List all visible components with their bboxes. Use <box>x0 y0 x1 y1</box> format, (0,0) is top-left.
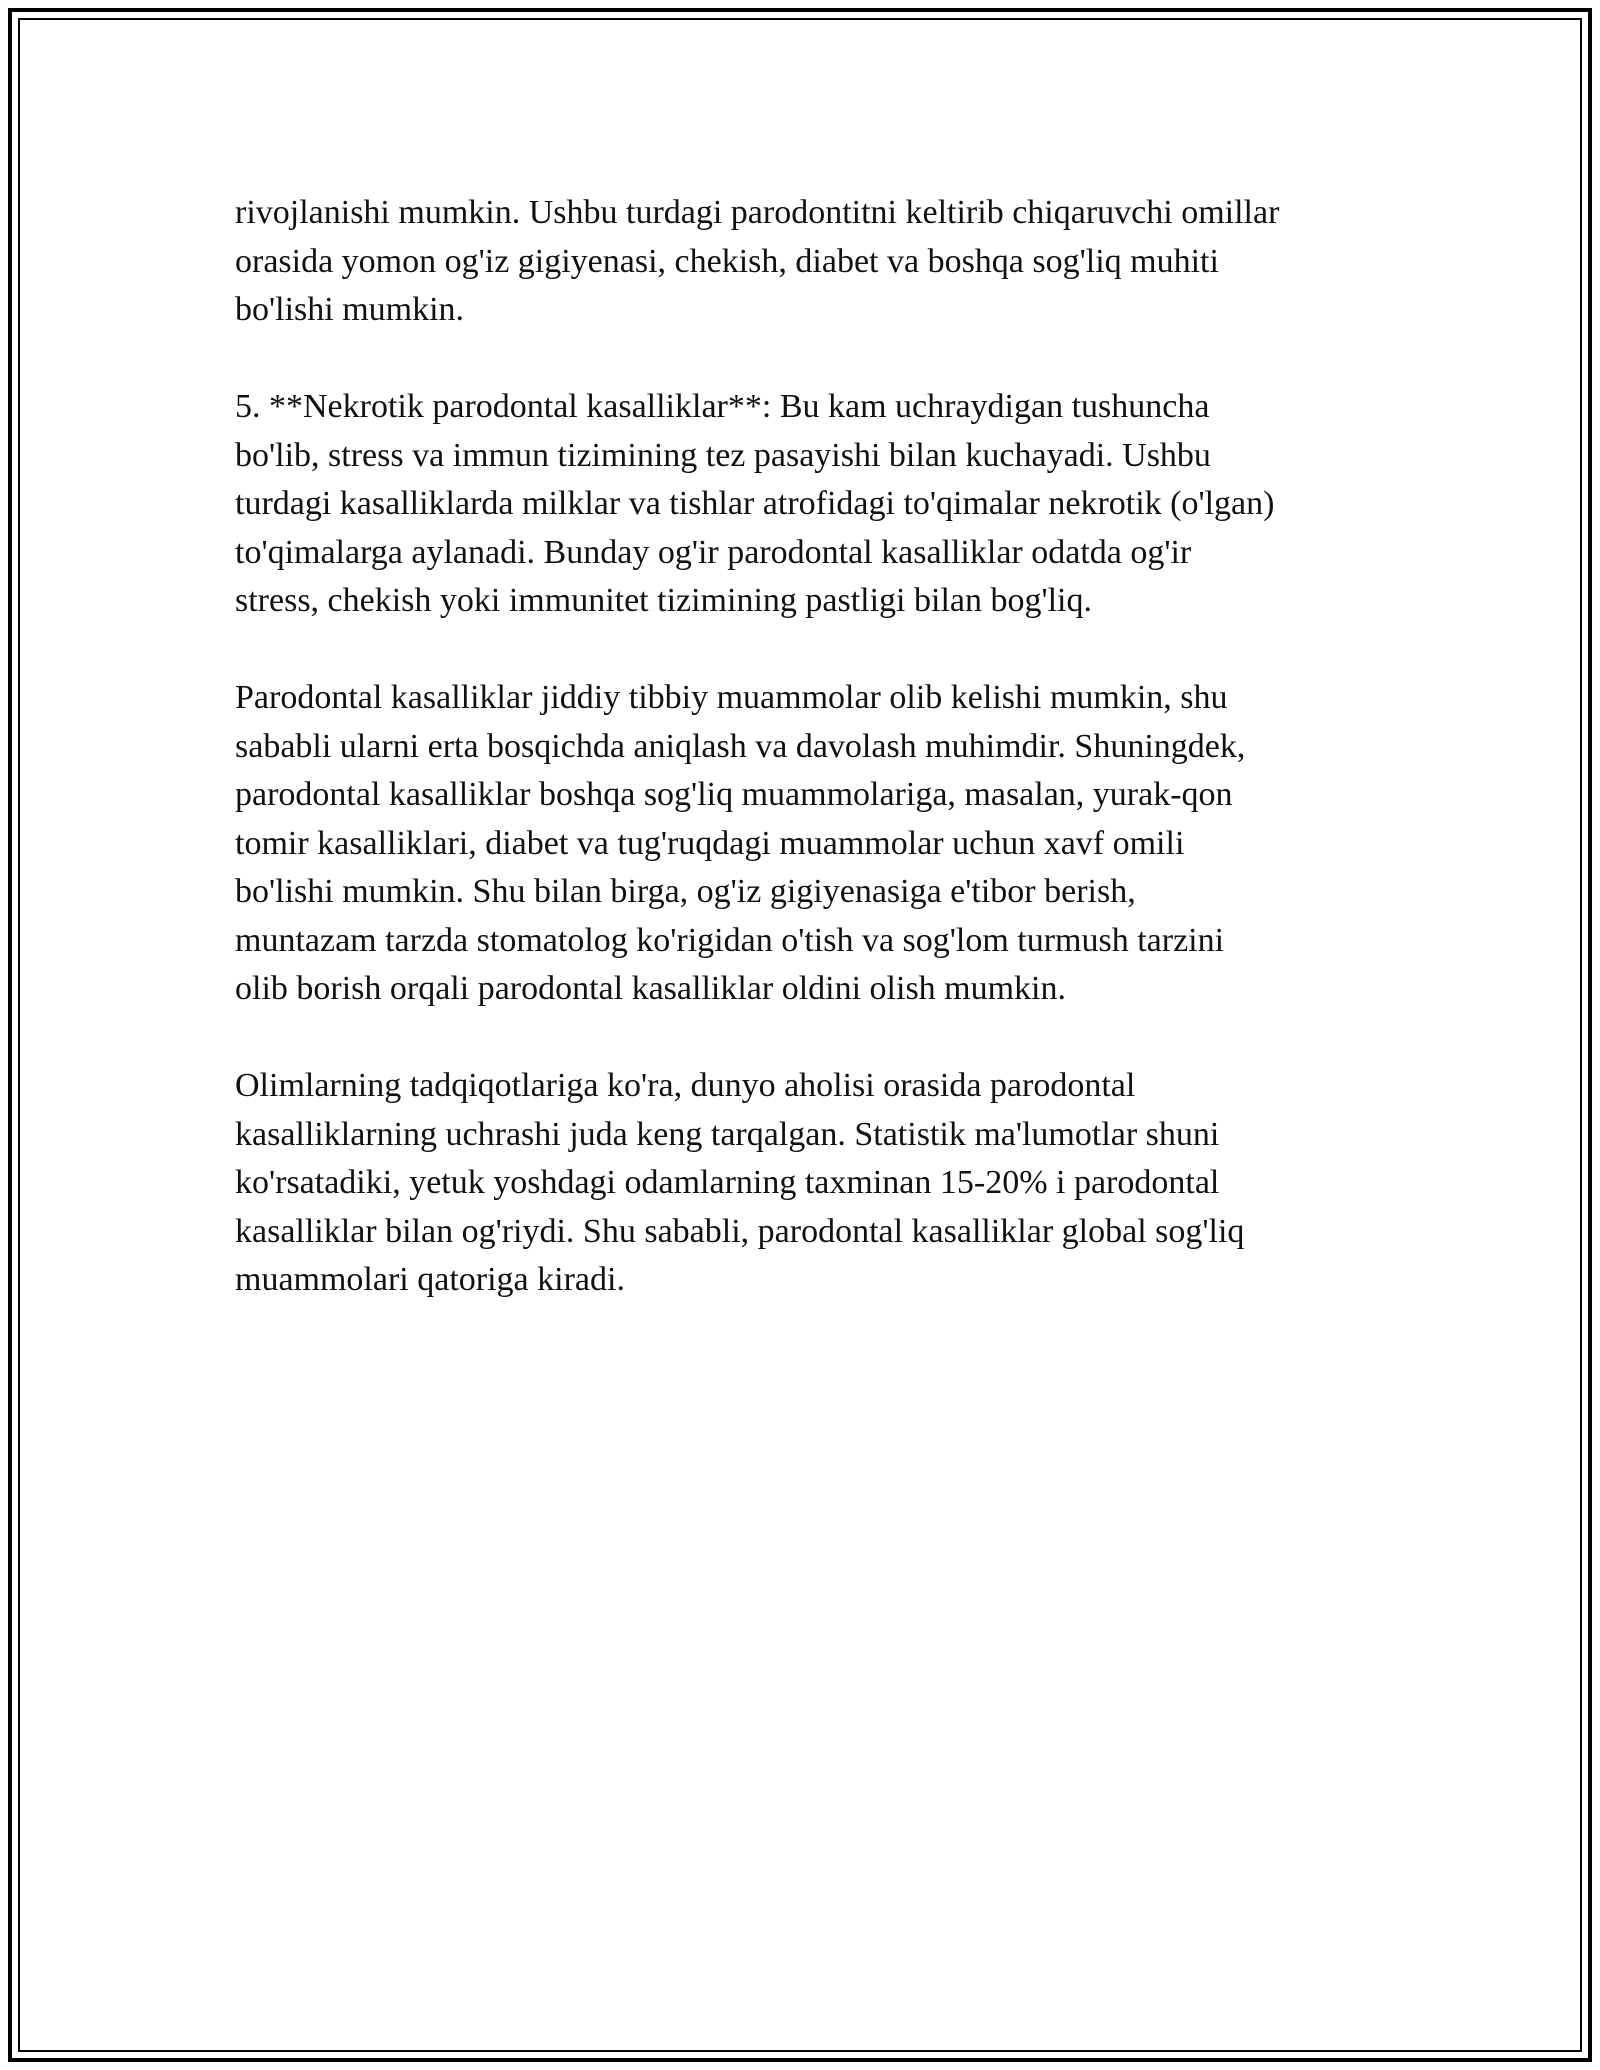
paragraph-risk-factors: rivojlanishi mumkin. Ushbu turdagi parodontitni keltirib chiqaruvchi omillar orasida yomon og'iz gigiyenasi, chekish, diabet va boshqa sog'liq muhiti bo'lishi mumkin. <box>235 194 1280 328</box>
paragraph-prevalence: Olimlarning tadqiqotlariga ko'ra, dunyo aholisi orasida parodontal kasalliklarning uchrashi juda keng tarqalgan. Statistik ma'lumotlar shuni ko'rsatadiki, yetuk yoshdagi odamlarning taxminan 15-20% i parodontal kasalliklar bilan og'riydi. Shu sababli, parodontal kasalliklar global sog'liq muammolari qatoriga kiradi. <box>235 1067 1245 1298</box>
paragraph-necrotic-diseases: 5. **Nekrotik parodontal kasalliklar**: Bu kam uchraydigan tushuncha bo'lib, stress va immun tizimining tez pasayishi bilan kuchayadi. Ushbu turdagi kasalliklarda milklar va tishlar atrofidagi to'qimalar nekrotik (o'lgan) to'qimalarga aylanadi. Bunday og'ir parodontal kasalliklar odatda og'ir stress, chekish yoki immunitet tizimining pastligi bilan bog'liq. <box>235 388 1275 619</box>
document-body <box>235 189 1375 1353</box>
paragraph-health-consequences: Parodontal kasalliklar jiddiy tibbiy muammolar olib kelishi mumkin, shu sababli ularni erta bosqichda aniqlash va davolash muhimdir. Shuningdek, parodontal kasalliklar boshqa sog'liq muammolariga, masalan, yurak-qon tomir kasalliklari, diabet va tug'ruqdagi muammolar uchun xavf omili bo'lishi mumkin. Shu bilan birga, og'iz gigiyenasiga e'tibor berish, muntazam tarzda stomatolog ko'rigidan o'tish va sog'lom turmush tarzini olib borish orqali parodontal kasalliklar oldini olish mumkin. <box>235 679 1246 1007</box>
